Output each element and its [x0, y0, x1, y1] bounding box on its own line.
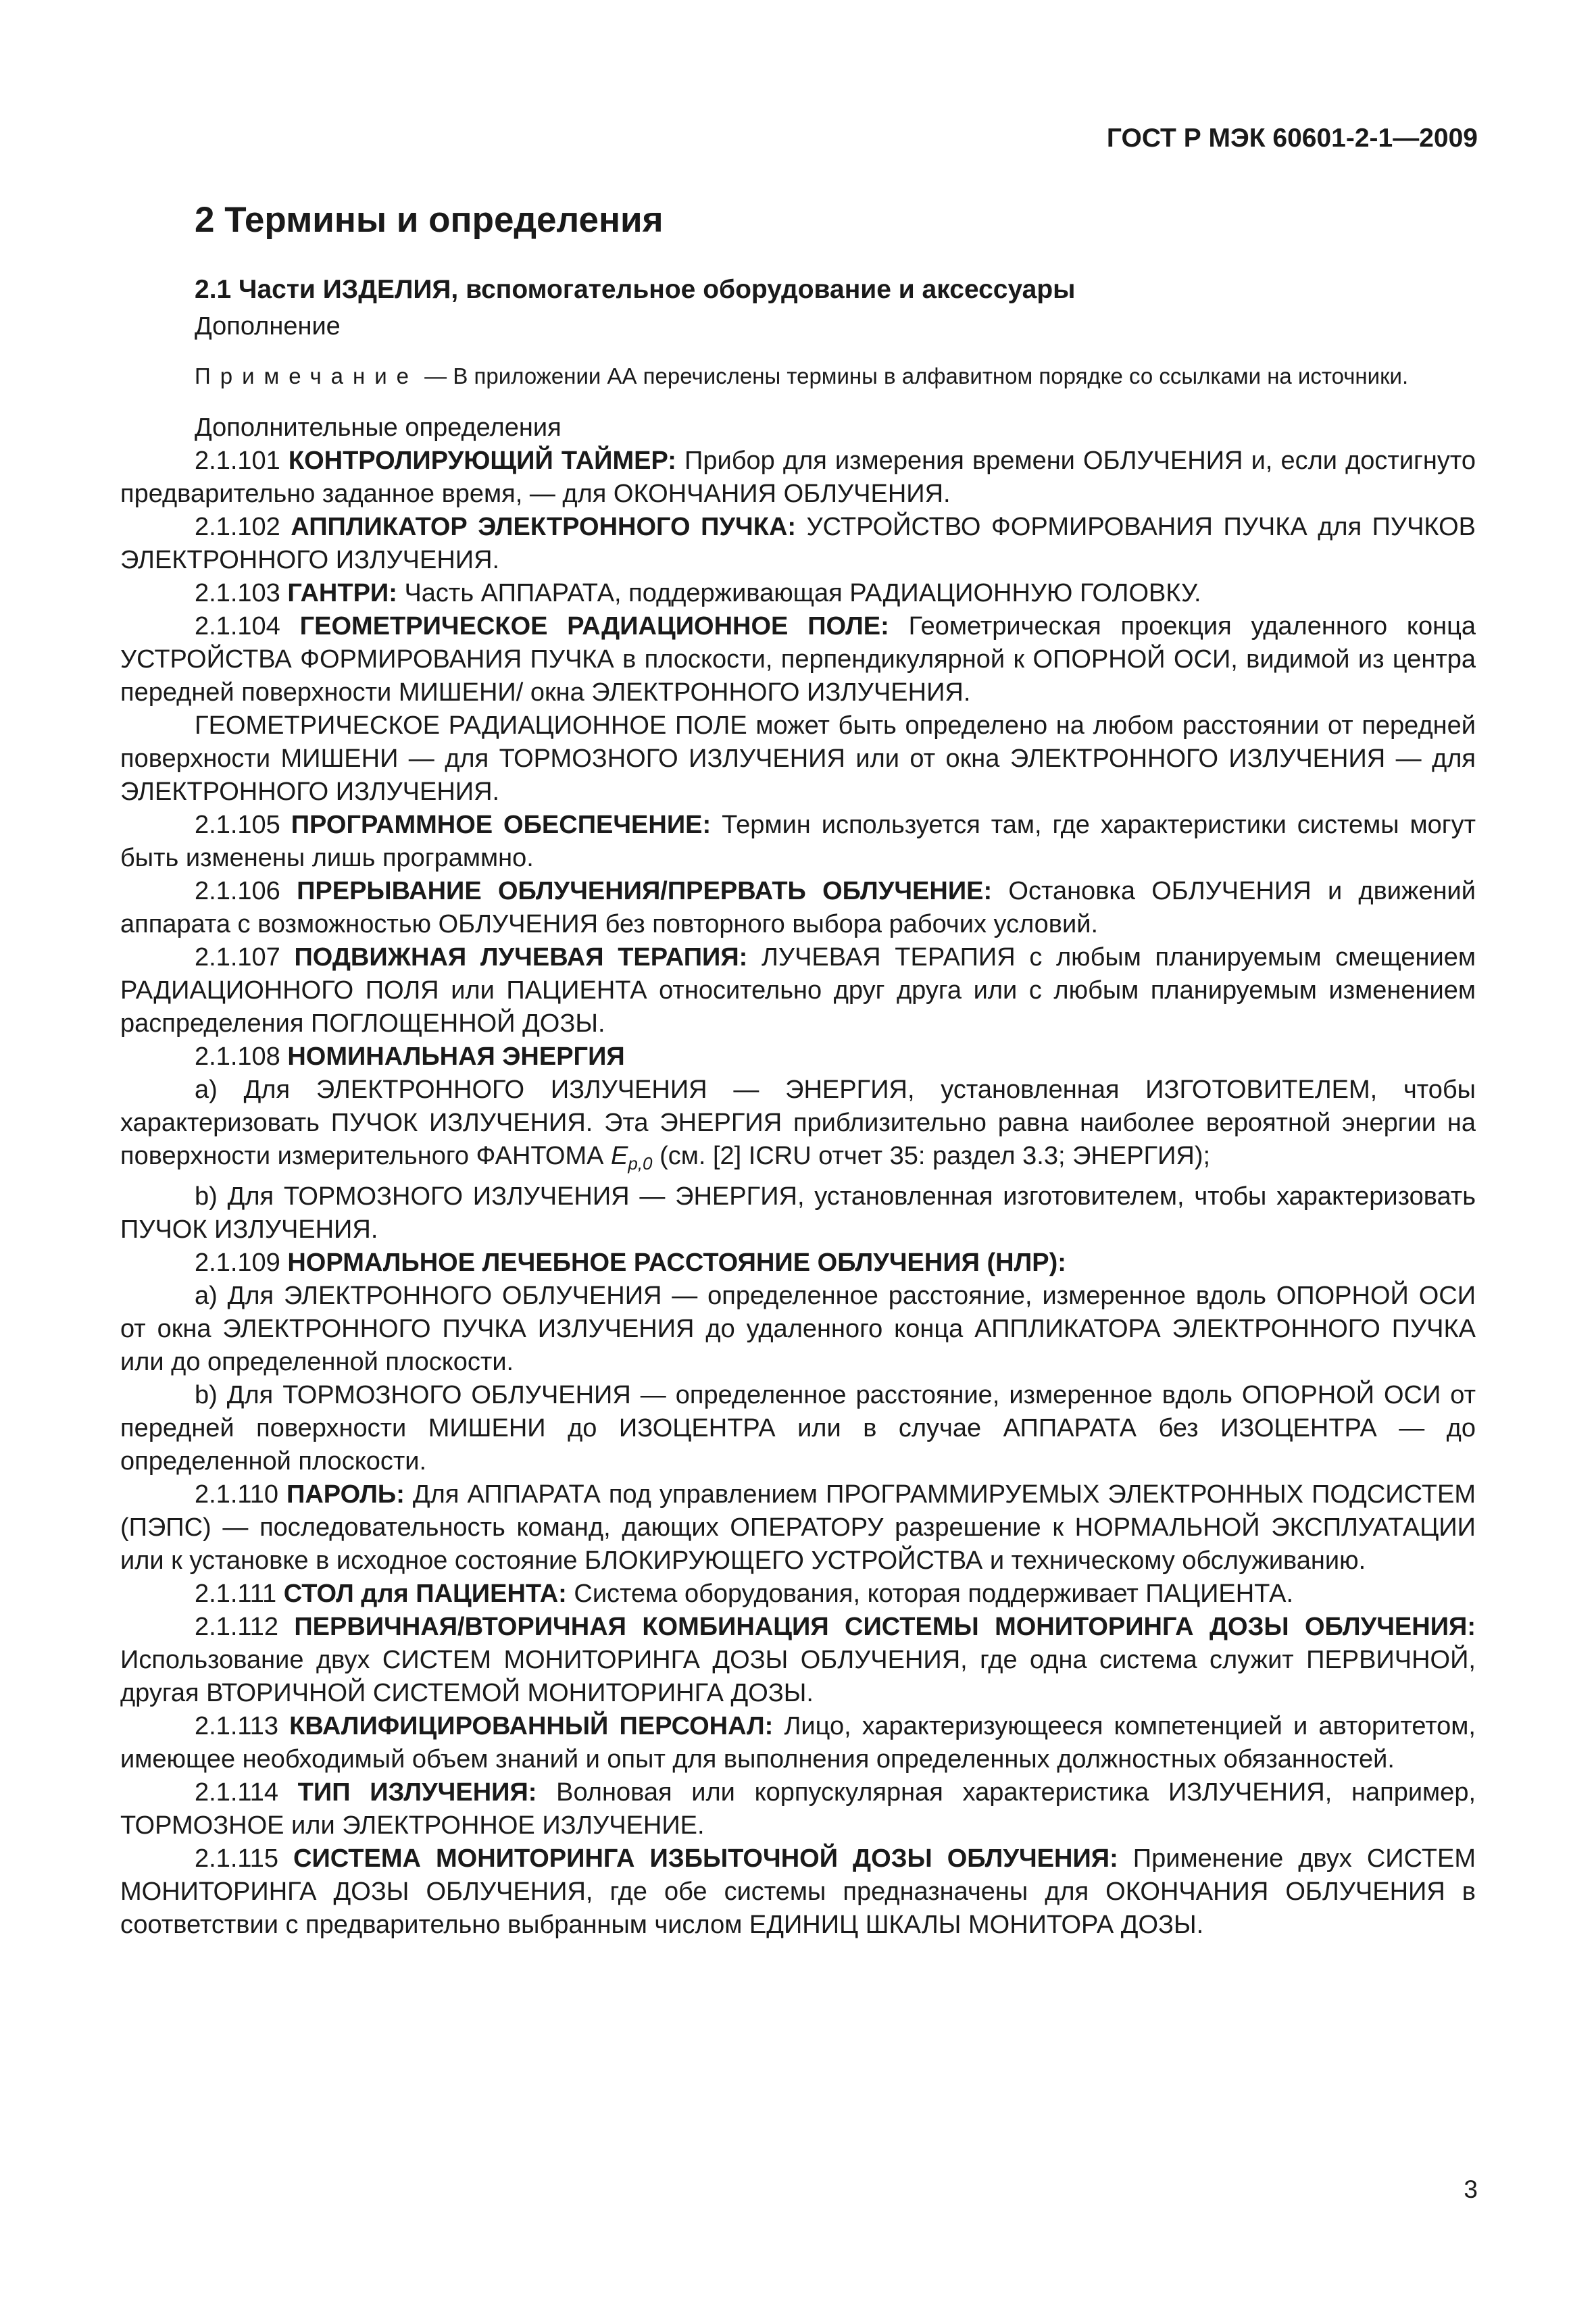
definition-paragraph [120, 709, 1476, 809]
definition-term: ГАНТРИ: [287, 579, 397, 607]
definition-text: b) Для ТОРМОЗНОГО ОБЛУЧЕНИЯ — определенное расстояние, измеренное вдоль ОПОРНОЙ ОСИ от передней поверхности МИШЕНИ до ИЗОЦЕНТРА или в случае АППАРАТА без ИЗОЦЕНТРА — до определенной плоскости. [120, 1381, 1476, 1476]
addition-label: Дополнение [195, 312, 341, 341]
definition-paragraph [120, 1247, 1476, 1280]
definition-text: УСТРОЙСТВО ФОРМИРОВАНИЯ ПУЧКА для ПУЧКОВ ЭЛЕКТРОННОГО ИЗЛУЧЕНИЯ. [120, 513, 1476, 574]
definition-number: 2.1.107 [195, 943, 295, 972]
definition-text: ГЕОМЕТРИЧЕСКОЕ РАДИАЦИОННОЕ ПОЛЕ может быть определено на любом расстоянии от передней поверхности МИШЕНИ — для ТОРМОЗНОГО ИЗЛУЧЕНИЯ или от окна ЭЛЕКТРОННОГО ИЗЛУЧЕНИЯ — для ЭЛЕКТРОННОГО ИЗЛУЧЕНИЯ. [120, 711, 1476, 806]
note-label: Примечание [195, 363, 419, 388]
definitions-list-2 [120, 1180, 1476, 1942]
definition-text: Для АППАРАТА под управлением ПРОГРАММИРУЕМЫХ ЭЛЕКТРОННЫХ ПОДСИСТЕМ (ПЭПС) — последовательность команд, дающих ОПЕРАТОРУ разрешение к НОРМАЛЬНОЙ ЭКСПЛУАТАЦИИ или к установке в исходное состояние БЛОКИРУЮЩЕГО УСТРОЙСТВА и техническому обслуживанию. [120, 1480, 1476, 1575]
definition-number: 2.1.103 [195, 579, 288, 607]
page-number: 3 [1464, 2175, 1478, 2203]
definition-term: ПРЕРЫВАНИЕ ОБЛУЧЕНИЯ/ПРЕРВАТЬ ОБЛУЧЕНИЕ: [297, 877, 993, 905]
definition-paragraph [120, 511, 1476, 577]
definition-text: b) Для ТОРМОЗНОГО ИЗЛУЧЕНИЯ — ЭНЕРГИЯ, установленная изготовителем, чтобы характеризовать ПУЧОК ИЗЛУЧЕНИЯ. [120, 1182, 1476, 1244]
definition-term: КОНТРОЛИРУЮЩИЙ ТАЙМЕР: [288, 447, 676, 475]
page-content [120, 199, 1476, 1942]
standard-header: ГОСТ Р МЭК 60601-2-1—2009 [1106, 124, 1478, 153]
definitions-list-1 [120, 445, 1476, 1074]
definition-paragraph [120, 1611, 1476, 1710]
definition-text: Остановка ОБЛУЧЕНИЯ и движений аппарата с возможностью ОБЛУЧЕНИЯ без повторного выбора рабочих условий. [120, 877, 1476, 938]
definition-text: а) Для ЭЛЕКТРОННОГО ОБЛУЧЕНИЯ — определенное расстояние, измеренное вдоль ОПОРНОЙ ОСИ от окна ЭЛЕКТРОННОГО ПУЧКА ИЗЛУЧЕНИЯ до удаленного конца АППЛИКАТОРА ЭЛЕКТРОННОГО ПУЧКА или до определенной плоскости. [120, 1282, 1476, 1376]
definition-number: 2.1.105 [195, 811, 291, 839]
def-108a-after: (см. [2] ICRU отчет 35: раздел 3.3; ЭНЕРГИЯ); [652, 1142, 1211, 1170]
definition-term: СТОЛ для ПАЦИЕНТА: [283, 1580, 567, 1608]
definition-paragraph [120, 875, 1476, 941]
definition-term: ПАРОЛЬ: [286, 1480, 405, 1509]
definition-paragraph [120, 1578, 1476, 1611]
definition-term: ГЕОМЕТРИЧЕСКОЕ РАДИАЦИОННОЕ ПОЛЕ: [299, 612, 889, 640]
definition-number: 2.1.104 [195, 612, 300, 640]
definition-paragraph [120, 445, 1476, 511]
definition-number: 2.1.108 [195, 1042, 288, 1071]
definition-number: 2.1.101 [195, 447, 289, 475]
definition-paragraph [120, 1710, 1476, 1776]
definition-paragraph [120, 809, 1476, 875]
subsection-title: 2.1 Части ИЗДЕЛИЯ, вспомогательное оборудование и аксессуары [195, 275, 1076, 304]
definition-text: ЛУЧЕВАЯ ТЕРАПИЯ с любым планируемым смещением РАДИАЦИОННОГО ПОЛЯ или ПАЦИЕНТА относительно друг друга или с любым планируемым изменением распределения ПОГЛОЩЕННОЙ ДОЗЫ. [120, 943, 1476, 1038]
definition-number: 2.1.112 [195, 1613, 295, 1641]
definition-number: 2.1.109 [195, 1249, 288, 1277]
definition-paragraph [120, 1040, 1476, 1074]
energy-subscript: p,0 [628, 1153, 653, 1174]
definition-term: НОРМАЛЬНОЕ ЛЕЧЕБНОЕ РАССТОЯНИЕ ОБЛУЧЕНИЯ (НЛР): [287, 1249, 1066, 1277]
note [120, 361, 1476, 392]
definition-text: Применение двух СИСТЕМ МОНИТОРИНГА ДОЗЫ ОБЛУЧЕНИЯ, где обе системы предназначены для ОКОНЧАНИЯ ОБЛУЧЕНИЯ в соответствии с предварительно выбранным числом ЕДИНИЦ ШКАЛЫ МОНИТОРА ДОЗЫ. [120, 1844, 1476, 1939]
definition-number: 2.1.102 [195, 513, 291, 541]
additional-definitions-label: Дополнительные определения [195, 413, 562, 442]
definition-number: 2.1.106 [195, 877, 297, 905]
definition-text: Система оборудования, которая поддерживает ПАЦИЕНТА. [566, 1580, 1294, 1608]
definition-paragraph [120, 941, 1476, 1040]
definition-number: 2.1.110 [195, 1480, 287, 1509]
definition-number: 2.1.111 [195, 1580, 284, 1608]
definition-text: Прибор для измерения времени ОБЛУЧЕНИЯ и, если достигнуто предварительно заданное время, — для ОКОНЧАНИЯ ОБЛУЧЕНИЯ. [120, 447, 1476, 508]
definition-108-a [120, 1074, 1476, 1180]
definition-text: Лицо, характеризующееся компетенцией и авторитетом, имеющее необходимый объем знаний и опыт для выполнения определенных должностных обязанностей. [120, 1712, 1476, 1774]
definition-term: ПЕРВИЧНАЯ/ВТОРИЧНАЯ КОМБИНАЦИЯ СИСТЕМЫ МОНИТОРИНГА ДОЗЫ ОБЛУЧЕНИЯ: [294, 1613, 1476, 1641]
definition-paragraph [120, 1180, 1476, 1247]
definition-term: НОМИНАЛЬНАЯ ЭНЕРГИЯ [287, 1042, 625, 1071]
definition-text: Геометрическая проекция удаленного конца УСТРОЙСТВА ФОРМИРОВАНИЯ ПУЧКА в плоскости, перпендикулярной к ОПОРНОЙ ОСИ, видимой из центра передней поверхности МИШЕНИ/ окна ЭЛЕКТРОННОГО ИЗЛУЧЕНИЯ. [120, 612, 1476, 707]
definition-text: Волновая или корпускулярная характеристика ИЗЛУЧЕНИЯ, например, ТОРМОЗНОЕ или ЭЛЕКТРОННОЕ ИЗЛУЧЕНИЕ. [120, 1778, 1476, 1840]
definition-term: ТИП ИЗЛУЧЕНИЯ: [297, 1778, 537, 1807]
definition-text: Часть АППАРАТА, поддерживающая РАДИАЦИОННУЮ ГОЛОВКУ. [397, 579, 1201, 607]
section-title: 2 Термины и определения [195, 200, 664, 240]
definition-term: СИСТЕМА МОНИТОРИНГА ИЗБЫТОЧНОЙ ДОЗЫ ОБЛУЧЕНИЯ: [293, 1844, 1118, 1873]
definition-term: ПОДВИЖНАЯ ЛУЧЕВАЯ ТЕРАПИЯ: [294, 943, 748, 972]
definition-term: КВАЛИФИЦИРОВАННЫЙ ПЕРСОНАЛ: [289, 1712, 774, 1740]
definition-term: АППЛИКАТОР ЭЛЕКТРОННОГО ПУЧКА: [291, 513, 797, 541]
definition-term: ПРОГРАММНОЕ ОБЕСПЕЧЕНИЕ: [291, 811, 712, 839]
definition-number: 2.1.113 [195, 1712, 290, 1740]
definition-text: Использование двух СИСТЕМ МОНИТОРИНГА ДОЗЫ ОБЛУЧЕНИЯ, где одна система служит ПЕРВИЧНОЙ, другая ВТОРИЧНОЙ СИСТЕМОЙ МОНИТОРИНГА ДОЗЫ. [120, 1646, 1476, 1707]
def-108a-before: а) Для ЭЛЕКТРОННОГО ИЗЛУЧЕНИЯ — ЭНЕРГИЯ, установленная ИЗГОТОВИТЕЛЕМ, чтобы характеризовать ПУЧОК ИЗЛУЧЕНИЯ. Эта ЭНЕРГИЯ приблизительно равна наиболее вероятной энергии на поверхности измерительного ФАНТОМА [120, 1076, 1476, 1170]
definition-paragraph [120, 1280, 1476, 1379]
definition-number: 2.1.115 [195, 1844, 294, 1873]
definition-paragraph [120, 1842, 1476, 1942]
definition-text: Термин используется там, где характеристики системы могут быть изменены лишь программно. [120, 811, 1476, 872]
definition-paragraph [120, 1379, 1476, 1478]
energy-symbol: E [611, 1142, 628, 1170]
definition-paragraph [120, 1478, 1476, 1578]
definition-paragraph [120, 1776, 1476, 1842]
note-text: — В приложении АА перечислены термины в алфавитном порядке со ссылками на источники. [418, 363, 1409, 388]
definition-number: 2.1.114 [195, 1778, 298, 1807]
definition-paragraph [120, 610, 1476, 709]
definition-paragraph [120, 577, 1476, 610]
